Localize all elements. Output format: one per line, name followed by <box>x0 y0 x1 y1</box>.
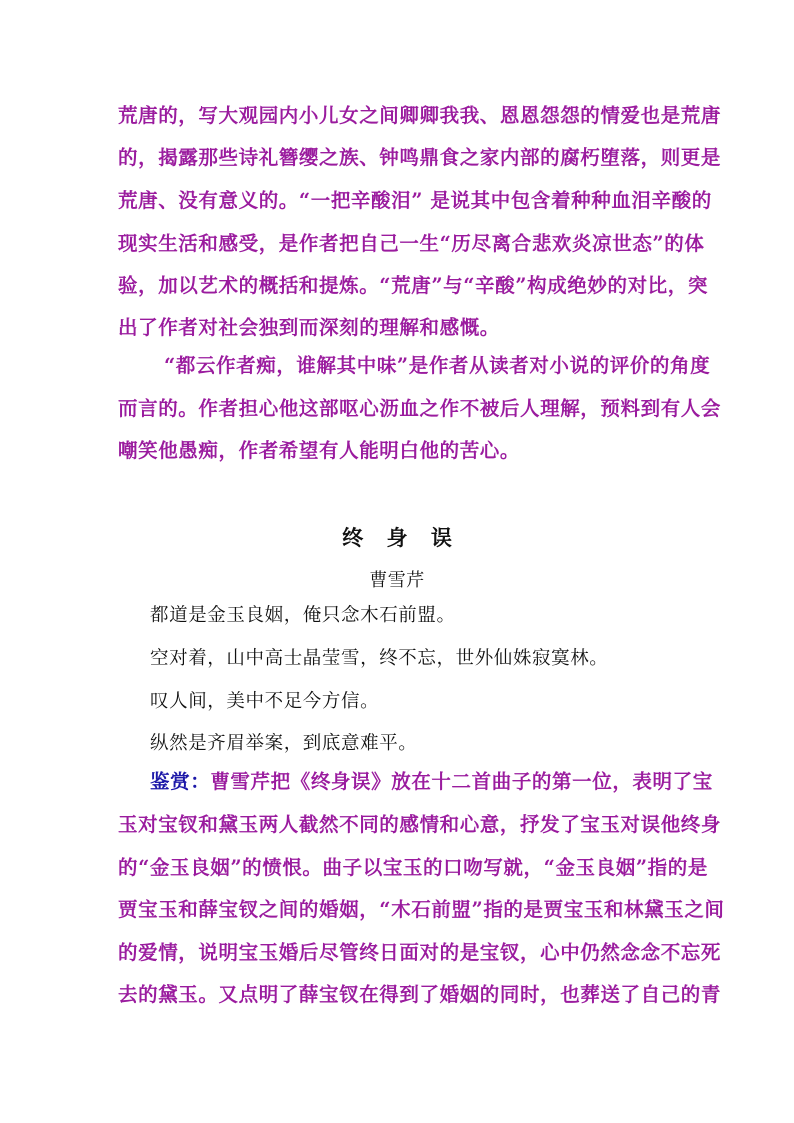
appreciation-line-1-text: 曹雪芹把《终身误》放在十二首曲子的第一位，表明了宝 <box>210 770 713 793</box>
appreciation-line-5: 的爱情，说明宝玉婚后尽管终日面对的是宝钗，心中仍然念念不忘死 <box>118 941 722 964</box>
poem-title <box>0 522 794 552</box>
paragraph-1-line-4: 现实生活和感受，是作者把自己一生“历尽离合悲欢炎凉世态”的体 <box>118 232 705 255</box>
poem-title-char-1: 终 <box>342 525 364 550</box>
paragraph-1-line-3: 荒唐、没有意义的。“一把辛酸泪” 是说其中包含着种种血泪辛酸的 <box>118 189 712 212</box>
poem-line-2: 空对着，山中高士晶莹雪，终不忘，世外仙姝寂寞林。 <box>150 648 609 669</box>
paragraph-1-line-5: 验，加以艺术的概括和提炼。“荒唐”与“辛酸”构成绝妙的对比，突 <box>118 274 708 297</box>
paragraph-1-line-2: 的，揭露那些诗礼簪缨之族、钟鸣鼎食之家内部的腐朽堕落，则更是 <box>118 146 722 169</box>
appreciation-label: 鉴赏： <box>150 770 211 793</box>
appreciation-line-4: 贾宝玉和薛宝钗之间的婚姻，“木石前盟”指的是贾宝玉和林黛玉之间 <box>118 898 725 921</box>
paragraph-2-line-2: 而言的。作者担心他这部呕心沥血之作不被后人理解，预料到有人会 <box>118 397 722 420</box>
appreciation-line-1 <box>150 770 713 794</box>
poem-author: 曹雪芹 <box>369 570 425 591</box>
poem-line-1: 都道是金玉良姻，俺只念木石前盟。 <box>150 605 456 626</box>
appreciation-line-2: 玉对宝钗和黛玉两人截然不同的感情和心意，抒发了宝玉对误他终身 <box>118 813 722 836</box>
paragraph-2-line-1: “都云作者痴，谁解其中味”是作者从读者对小说的评价的角度 <box>164 354 711 377</box>
poem-title-char-3: 误 <box>430 525 452 550</box>
appreciation-line-3: 的“金玉良姻”的愤恨。曲子以宝玉的口吻写就，“金玉良姻”指的是 <box>118 856 708 879</box>
appreciation-line-6: 去的黛玉。又点明了薛宝钗在得到了婚姻的同时，也葬送了自己的青 <box>118 983 722 1006</box>
poem-line-4: 纵然是齐眉举案，到底意难平。 <box>150 733 418 754</box>
paragraph-2-line-3: 嘲笑他愚痴，作者希望有人能明白他的苦心。 <box>118 439 521 462</box>
paragraph-1-line-1: 荒唐的，写大观园内小儿女之间卿卿我我、恩恩怨怨的情爱也是荒唐 <box>118 104 722 127</box>
poem-title-char-2: 身 <box>386 525 408 550</box>
poem-line-3: 叹人间，美中不足今方信。 <box>150 691 380 712</box>
paragraph-1-line-6: 出了作者对社会独到而深刻的理解和感慨。 <box>118 316 500 339</box>
